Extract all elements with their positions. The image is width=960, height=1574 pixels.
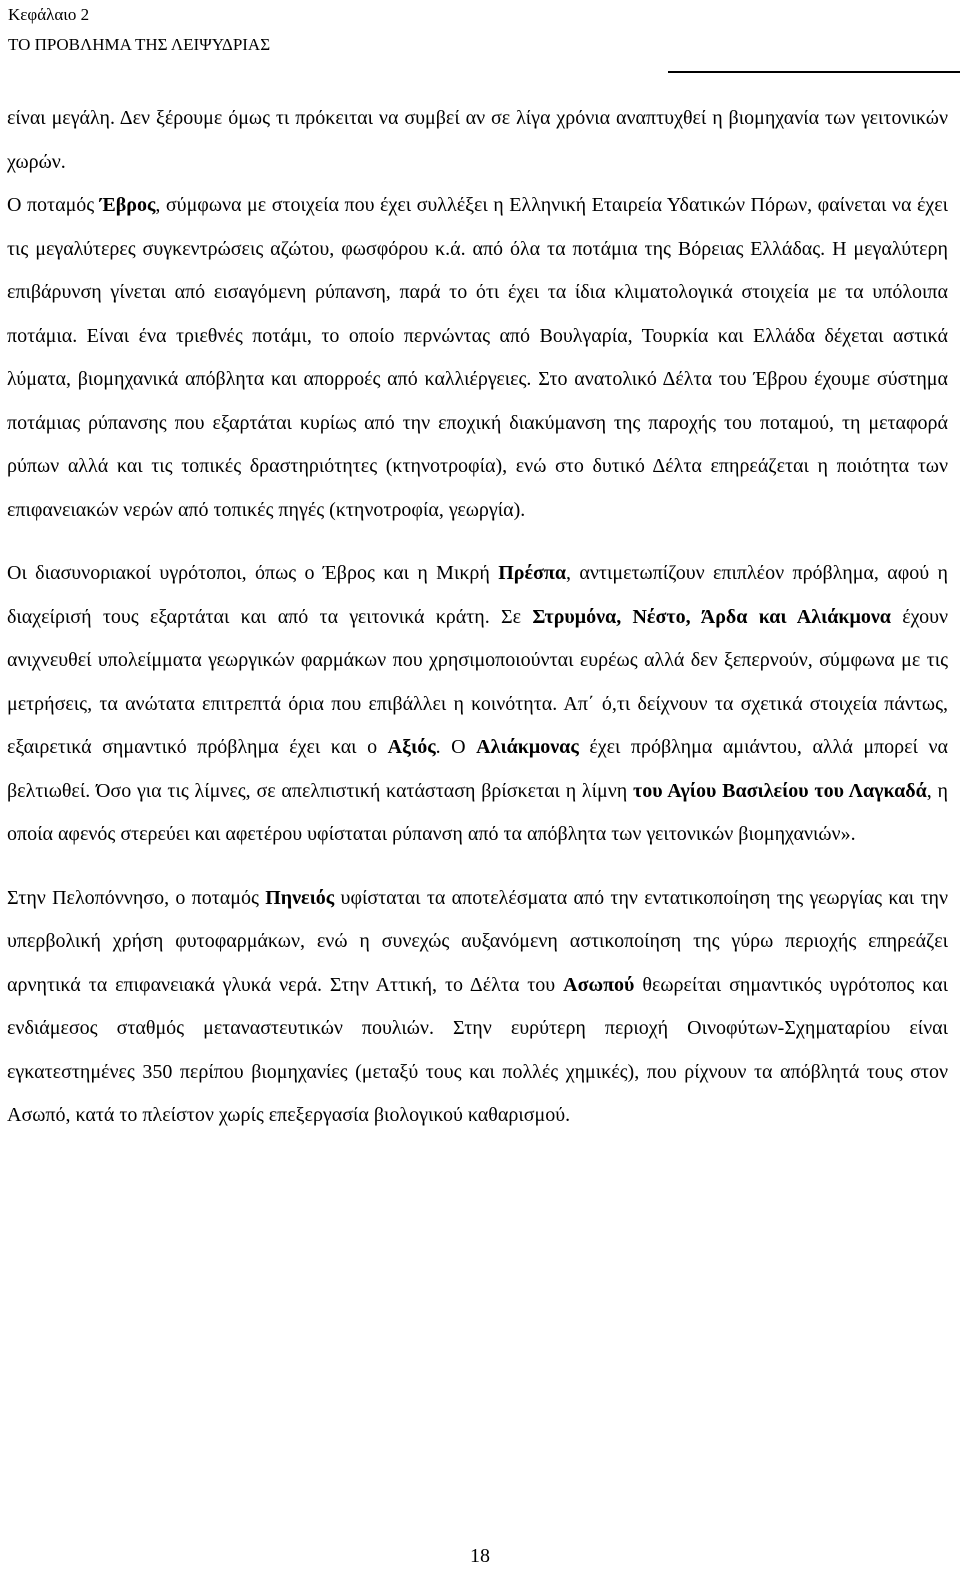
text-run: Ο ποταμός	[7, 194, 100, 216]
chapter-label: Κεφάλαιο 2	[8, 5, 90, 24]
text-run: θεωρείται σημαντικός υγρότοπος και ενδιάμεσος σταθμός μεταναστευτικών πουλιών. Στην ευρύτερη περιοχή Οινοφύτων-Σχηματαρίου είναι εγκατεστημένες 350 περίπου βιομηχανίες (μεταξύ τους και πολλές χημικές), που ρίχνουν τα απόβλητά τους στον Ασωπό, κατά το πλείστον χωρίς επεξεργασία βιολογικού καθαρισμού.	[7, 973, 948, 1126]
paragraph	[7, 877, 948, 1138]
bold-text: Αξιός	[387, 736, 436, 758]
chapter-title: ΤΟ ΠΡΟΒΛΗΜΑ ΤΗΣ ΛΕΙΨΥΔΡΙΑΣ	[8, 35, 271, 54]
bold-text: Πηνειός	[265, 886, 335, 909]
paragraph	[7, 552, 948, 857]
paragraph	[7, 184, 948, 532]
bold-text: Αλιάκμονας	[476, 736, 579, 758]
body-text	[7, 97, 948, 1138]
text-run: , η οποία αφενός στερεύει και αφετέρου υφίσταται ρύπανση από τα απόβλητα των γειτονικών βιομηχανιών».	[7, 779, 949, 845]
bold-text: Ασωπού	[563, 973, 635, 996]
bold-text: του Αγίου Βασιλείου του Λαγκαδά	[632, 779, 927, 802]
text-run: υφίσταται τα αποτελέσματα από την εντατικοποίηση της γεωργίας και την υπερβολική χρήση φυτοφαρμάκων, ενώ η συνεχώς αυξανόμενη αστικοποίηση της γύρω περιοχής επηρεάζει αρνητικά τα επιφανειακά γλυκά νερά. Στην Αττική, το Δέλτα του	[7, 886, 948, 996]
page-number: 18	[470, 1545, 490, 1567]
bold-text: Πρέσπα	[498, 562, 567, 584]
paragraph	[7, 97, 948, 184]
text-run: . Ο	[435, 736, 477, 758]
header-rule	[668, 71, 960, 73]
text-run: Οι διασυνοριακοί υγρότοποι, όπως ο Έβρος και η Μικρή	[7, 562, 499, 584]
text-run: έχουν ανιχνευθεί υπολείμματα γεωργικών φαρμάκων που χρησιμοποιούνται ευρέως αλλά δεν ξεπερνούν, σύμφωνα με τις μετρήσεις, τα ανώτατα επιτρεπτά όρια που επιβάλλει η κοινότητα. Απ΄ ό,τι δείχνουν τα σχετικά στοιχεία πάντως, εξαιρετικά σημαντικό πρόβλημα έχει και ο	[7, 605, 949, 758]
text-run: είναι μεγάλη. Δεν ξέρουμε όμως τι πρόκειται να συμβεί αν σε λίγα χρόνια αναπτυχθεί η βιομηχανία των γειτονικών χωρών.	[7, 107, 948, 173]
text-run: , σύμφωνα με στοιχεία που έχει συλλέξει η Ελληνική Εταιρεία Υδατικών Πόρων, φαίνεται να έχει τις μεγαλύτερες συγκεντρώσεις αζώτου, φωσφόρου κ.ά. από όλα τα ποτάμια της Βόρειας Ελλάδας. Η μεγαλύτερη επιβάρυνση γίνεται από εισαγόμενη ρύπανση, παρά το ότι έχει τα ίδια κλιματολογικά στοιχεία με τα υπόλοιπα ποτάμια. Είναι ένα τριεθνές ποτάμι, το οποίο περνώντας από Βουλγαρία, Τουρκία και Ελλάδα δέχεται αστικά λύματα, βιομηχανικά απόβλητα και απορροές από καλλιέργειες. Στο ανατολικό Δέλτα του Έβρου έχουμε σύστημα ποτάμιας ρύπανσης που εξαρτάται κυρίως από την εποχική διακύμανση της παροχής του ποταμού, τη μεταφορά ρύπων αλλά και τις τοπικές δραστηριότητες (κτηνοτροφία), ενώ στο δυτικό Δέλτα επηρεάζεται η ποιότητα των επιφανειακών νερών από τοπικές πηγές (κτηνοτροφία, γεωργία).	[7, 194, 948, 521]
text-run: Στην Πελοπόννησο, ο ποταμός	[7, 886, 266, 909]
bold-text: Έβρος	[99, 194, 156, 216]
text-run: , αντιμετωπίζουν επιπλέον πρόβλημα, αφού η διαχείρισή τους εξαρτάται και από τα γειτονικά κράτη. Σε	[7, 562, 949, 628]
text-run: έχει πρόβλημα αμιάντου, αλλά μπορεί να βελτιωθεί. Όσο για τις λίμνες, σε απελπιστική κατάσταση βρίσκεται η λίμνη	[7, 736, 948, 802]
bold-text: Στρυμόνα, Νέστο, Άρδα και Αλιάκμονα	[532, 605, 891, 628]
running-header	[8, 0, 270, 60]
